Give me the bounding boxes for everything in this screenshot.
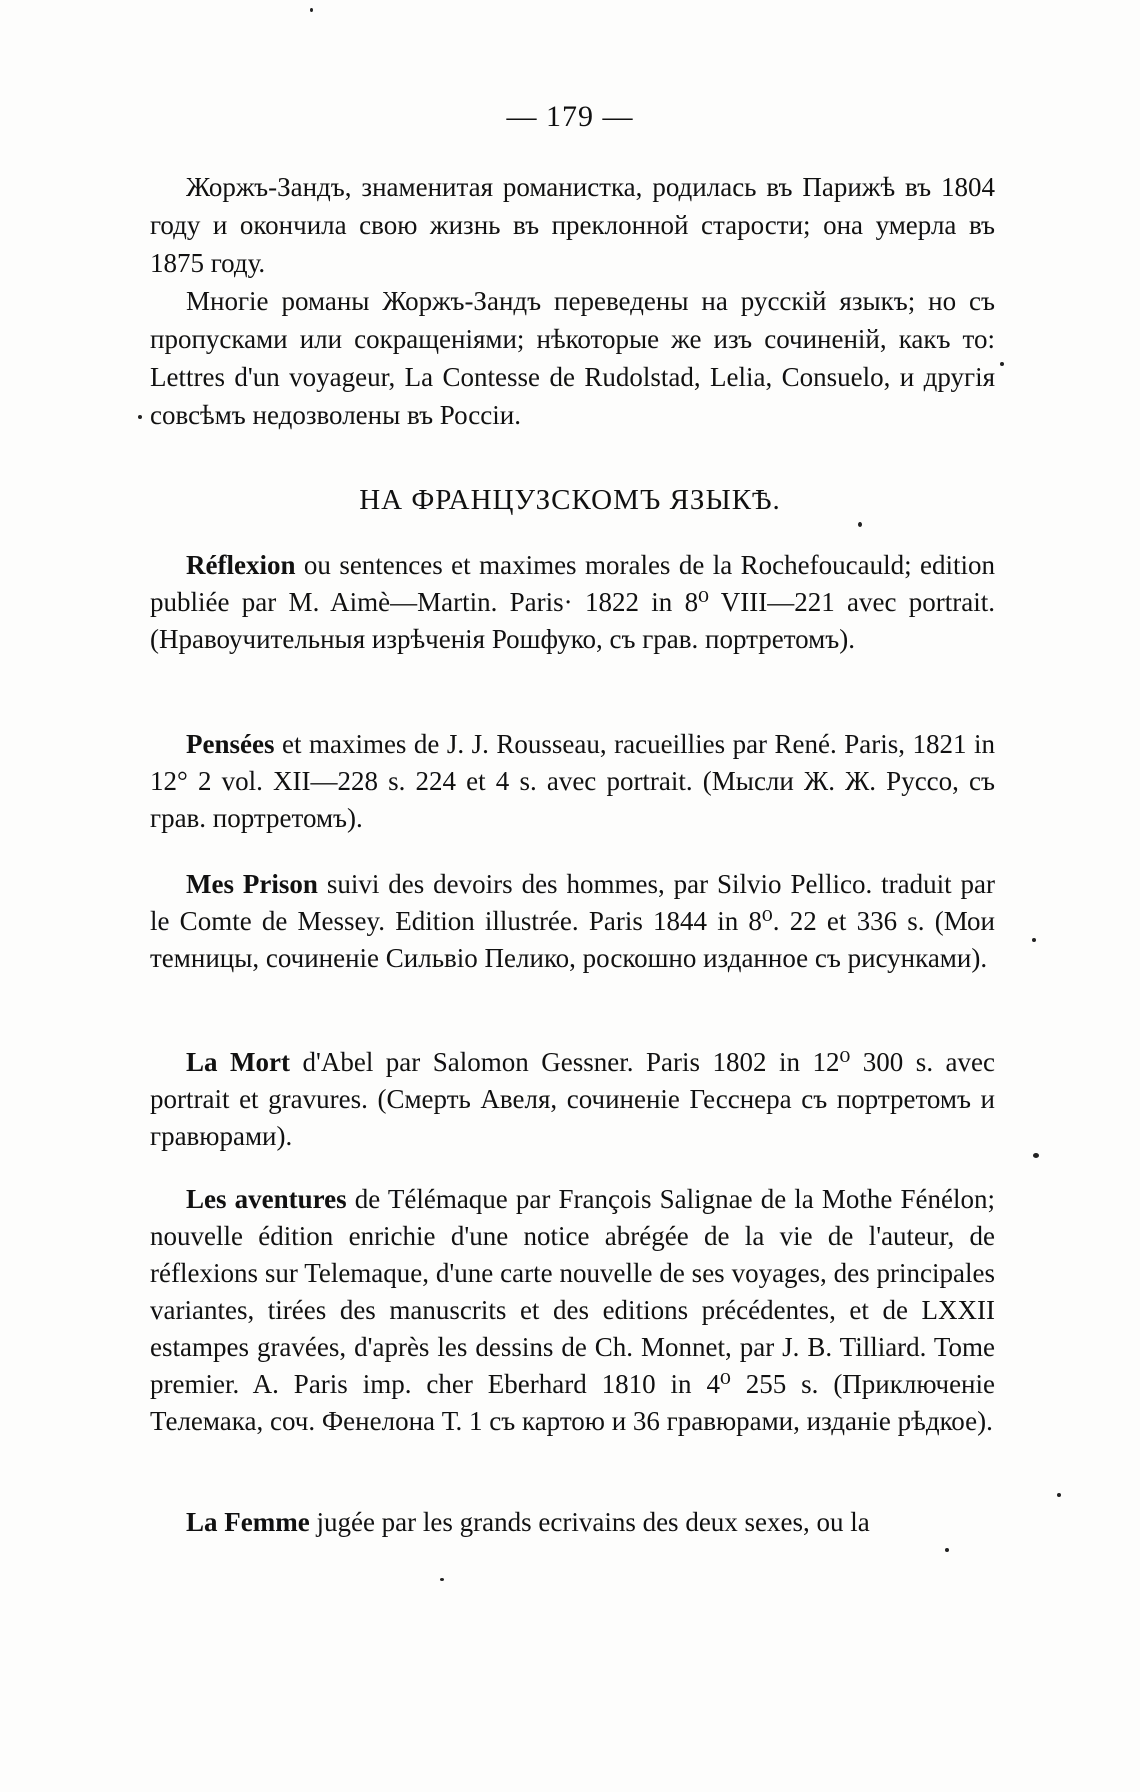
entry-lead: La Femme	[186, 1507, 310, 1537]
section-heading: НА ФРАНЦУЗСКОМЪ ЯЗЫКѢ.	[359, 484, 781, 516]
scan-speck	[945, 1548, 949, 1552]
entry-lead: Les aventures	[186, 1184, 347, 1214]
scan-speck	[1033, 1153, 1039, 1158]
entry-text: et maximes de J. J. Rousseau, racueillies par René. Paris, 1821 in 12° 2 vol. XII—228 s. 224 et 4 s. avec portrait. (Мысли Ж. Ж. Руссо, съ грав. портретомъ).	[150, 729, 995, 833]
entry-text: d'Abel par Salomon Gessner. Paris 1802 in 12⁰ 300 s. avec portrait et gravures. (Смерть Авеля, сочиненіе Гесснера съ портретомъ и гравюрами).	[150, 1047, 996, 1151]
scan-speck	[1032, 938, 1036, 942]
scan-speck	[1057, 1493, 1061, 1497]
scan-speck	[138, 415, 142, 419]
bibliography-entry	[150, 726, 995, 837]
entry-text: suivi des devoirs des hommes, par Silvio Pellico. traduit par le Comte de Messey. Edition illustrée. Paris 1844 in 8⁰. 22 et 336 s. (Мои темницы, сочиненіе Сильвіо Пелико, роскошно изданное съ рисунками).	[150, 869, 995, 973]
page-number: — 179 —	[506, 100, 634, 133]
scan-speck	[310, 8, 313, 12]
intro-paragraph-2	[150, 282, 995, 434]
bibliography-entry	[150, 866, 995, 977]
intro-paragraph-1	[150, 168, 995, 282]
entry-text: jugée par les grands ecrivains des deux sexes, ou la	[316, 1507, 870, 1537]
scan-speck	[858, 522, 862, 527]
bibliography-entry	[150, 547, 995, 658]
bibliography-entry	[150, 1181, 995, 1440]
scan-speck	[440, 1578, 444, 1581]
entry-text: ou sentences et maximes morales de la Rochefoucauld; edition publiée par M. Aimè—Martin. Paris· 1822 in 8⁰ VIII—221 avec portrait. (Нравоучительныя изрѣченія Рошфуко, съ грав. портретомъ).	[150, 550, 995, 654]
scan-speck	[1000, 362, 1004, 366]
bibliography-entry	[150, 1044, 995, 1155]
entry-lead: Mes Prison	[186, 869, 318, 899]
bibliography-entry	[150, 1504, 995, 1541]
entry-lead: Pensées	[186, 729, 275, 759]
entry-lead: Réflexion	[186, 550, 296, 580]
entry-text: de Télémaque par François Salignae de la Mothe Fénélon; nouvelle édition enrichie d'une notice abrégée de la vie de l'auteur, de réflexions sur Telemaque, d'une carte nouvelle de ses voyages, des principales variantes, tirées des manuscrits et des editions précédentes, et de LXXII estampes gravées, d'après les dessins de Ch. Monnet, par J. B. Tilliard. Tome premier. A. Paris imp. cher Eberhard 1810 in 4⁰ 255 s. (Приключеніе Телемака, соч. Фенелона Т. 1 съ картою и 36 гравюрами, изданіе рѣдкое).	[150, 1184, 996, 1436]
intro-paragraph-2-text: Многіе романы Жоржъ-Зандъ переведены на русскій языкъ; но съ пропусками или сокращеніями; нѣкоторые же изъ сочиненій, какъ то: Lettres d'un voyageur, La Contesse de Rudolstad, Lelia, Consuelo, и другія совсѣмъ недозволены въ Россіи.	[150, 286, 995, 430]
entry-lead: La Mort	[186, 1047, 290, 1077]
intro-paragraph-1-text: Жоржъ-Зандъ, знаменитая романистка, родилась въ Парижѣ въ 1804 году и окончила свою жизнь въ преклонной старости; она умерла въ 1875 году.	[150, 172, 995, 278]
